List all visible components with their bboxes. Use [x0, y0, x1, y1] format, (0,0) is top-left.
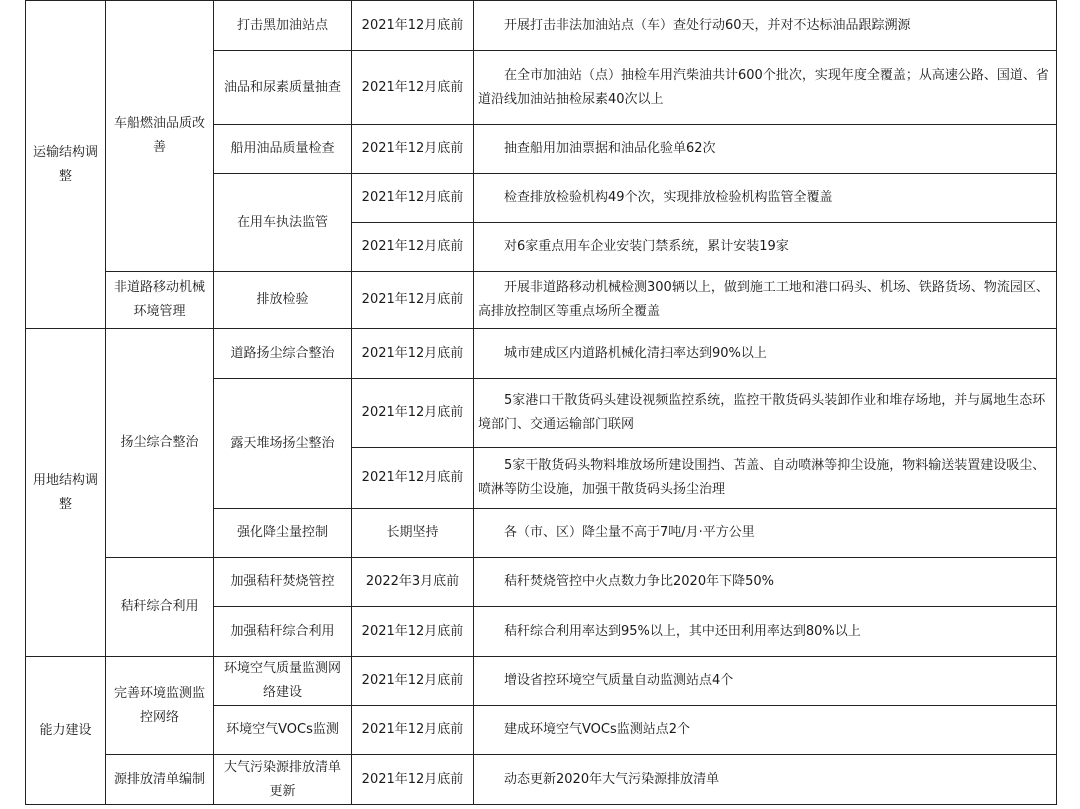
- table-row: [26, 755, 1057, 805]
- goal-cell: 检查排放检验机构49个次，实现排放检验机构监管全覆盖: [474, 174, 1057, 223]
- task-cell: 在用车执法监管: [214, 174, 352, 272]
- table-row: [26, 329, 1057, 379]
- deadline-cell: 2021年12月底前: [352, 607, 474, 657]
- task-cell: 船用油品质量检查: [214, 125, 352, 174]
- deadline-cell: 2022年3月底前: [352, 558, 474, 607]
- goal-cell: 5家港口干散货码头建设视频监控系统，监控干散货码头装卸作业和堆存场地，并与属地生态环境部门、交通运输部门联网: [474, 379, 1057, 448]
- table-row: [26, 272, 1057, 329]
- task-cell: 环境空气质量监测网络建设: [214, 657, 352, 706]
- task-cell: 露天堆场扬尘整治: [214, 379, 352, 509]
- subcategory-cell: 扬尘综合整治: [106, 329, 214, 558]
- goal-cell: 开展打击非法加油站点（车）查处行动60天，并对不达标油品跟踪溯源: [474, 1, 1057, 51]
- task-cell: 强化降尘量控制: [214, 509, 352, 558]
- deadline-cell: 2021年12月底前: [352, 379, 474, 448]
- deadline-cell: 长期坚持: [352, 509, 474, 558]
- deadline-cell: 2021年12月底前: [352, 223, 474, 272]
- category-cell: 能力建设: [26, 657, 106, 805]
- task-cell: 道路扬尘综合整治: [214, 329, 352, 379]
- task-cell: 油品和尿素质量抽查: [214, 51, 352, 125]
- goal-cell: 开展非道路移动机械检测300辆以上，做到施工工地和港口码头、机场、铁路货场、物流园区、高排放控制区等重点场所全覆盖: [474, 272, 1057, 329]
- deadline-cell: 2021年12月底前: [352, 1, 474, 51]
- deadline-cell: 2021年12月底前: [352, 657, 474, 706]
- deadline-cell: 2021年12月底前: [352, 174, 474, 223]
- goal-cell: 城市建成区内道路机械化清扫率达到90%以上: [474, 329, 1057, 379]
- task-cell: 打击黑加油站点: [214, 1, 352, 51]
- subcategory-cell: 完善环境监测监控网络: [106, 657, 214, 755]
- goal-cell: 增设省控环境空气质量自动监测站点4个: [474, 657, 1057, 706]
- category-cell: 用地结构调整: [26, 329, 106, 657]
- deadline-cell: 2021年12月底前: [352, 755, 474, 805]
- table-row: [26, 657, 1057, 706]
- deadline-cell: 2021年12月底前: [352, 329, 474, 379]
- subcategory-cell: 秸秆综合利用: [106, 558, 214, 657]
- goal-cell: 建成环境空气VOCs监测站点2个: [474, 706, 1057, 755]
- task-cell: 加强秸秆焚烧管控: [214, 558, 352, 607]
- goal-cell: 各（市、区）降尘量不高于7吨/月·平方公里: [474, 509, 1057, 558]
- subcategory-cell: 非道路移动机械环境管理: [106, 272, 214, 329]
- goal-cell: 秸秆综合利用率达到95%以上，其中还田利用率达到80%以上: [474, 607, 1057, 657]
- goal-cell: 5家干散货码头物料堆放场所建设围挡、苫盖、自动喷淋等抑尘设施，物料输送装置建设吸尘、喷淋等防尘设施，加强干散货码头扬尘治理: [474, 448, 1057, 509]
- goal-cell: 在全市加油站（点）抽检车用汽柴油共计600个批次，实现年度全覆盖；从高速公路、国道、省道沿线加油站抽检尿素40次以上: [474, 51, 1057, 125]
- task-cell: 环境空气VOCs监测: [214, 706, 352, 755]
- goal-cell: 秸秆焚烧管控中火点数力争比2020年下降50%: [474, 558, 1057, 607]
- deadline-cell: 2021年12月底前: [352, 706, 474, 755]
- task-cell: 大气污染源排放清单更新: [214, 755, 352, 805]
- deadline-cell: 2021年12月底前: [352, 272, 474, 329]
- deadline-cell: 2021年12月底前: [352, 448, 474, 509]
- table-row: [26, 1, 1057, 51]
- deadline-cell: 2021年12月底前: [352, 51, 474, 125]
- category-cell: 运输结构调整: [26, 1, 106, 329]
- task-cell: 加强秸秆综合利用: [214, 607, 352, 657]
- goal-cell: 对6家重点用车企业安装门禁系统，累计安装19家: [474, 223, 1057, 272]
- deadline-cell: 2021年12月底前: [352, 125, 474, 174]
- subcategory-cell: 车船燃油品质改善: [106, 1, 214, 272]
- goal-cell: 抽查船用加油票据和油品化验单62次: [474, 125, 1057, 174]
- goal-cell: 动态更新2020年大气污染源排放清单: [474, 755, 1057, 805]
- subcategory-cell: 源排放清单编制: [106, 755, 214, 805]
- task-cell: 排放检验: [214, 272, 352, 329]
- task-table: [25, 0, 1057, 805]
- table-row: [26, 558, 1057, 607]
